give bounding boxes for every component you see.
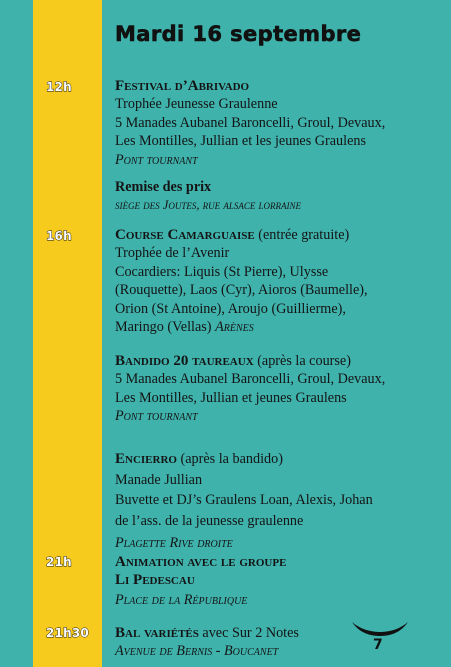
event-title: Remise des prix [115,179,212,195]
event-line: (Rouquette), Laos (Cyr), Aioros (Baumelle), [115,282,368,299]
event-title: Animation avec le groupe [115,554,287,570]
event-animation [115,553,445,609]
time-21h30: 21h30 [46,626,89,640]
event-note: (après la bandido) [176,451,283,467]
event-line: Buvette et DJ’s Graulens Loan, Alexis, Johan [115,492,373,508]
event-title: Festival d’Abrivado [115,78,250,94]
event-title-2: Li Pedescau [115,572,195,589]
event-line: Trophée Jeunesse Graulenne [115,96,278,113]
event-line: Maringo (Vellas) [115,319,216,336]
event-line: de l’ass. de la jeunesse graulenne [115,512,304,529]
event-place: Plagette Rive droite [115,535,233,551]
event-note: avec Sur 2 Notes [198,625,299,641]
event-prix [115,178,445,215]
event-encierro [115,449,445,554]
event-title: Bandido 20 taureaux [115,353,254,369]
event-line: 5 Manades Aubanel Baroncelli, Groul, Devaux, [115,371,386,388]
event-line: Manade Jullian [115,471,203,488]
event-place: Place de la République [115,591,248,608]
event-place: Avenue de Bernis - Boucanet [115,643,279,659]
event-place: siège des Joutes, rue alsace lorraine [115,198,301,213]
time-21h: 21h [46,555,72,569]
page-title: Mardi 16 septembre [115,22,362,46]
event-line: Les Montilles, Jullian et jeunes Graulens [115,389,347,406]
event-course [115,226,445,336]
time-16h: 16h [46,229,72,243]
time-12h: 12h [46,80,72,94]
event-bandido [115,352,445,426]
event-line: Les Montilles, Jullian et les jeunes Graulens [115,133,366,150]
event-place: Pont tournant [115,151,198,168]
event-abrivado [115,77,445,169]
event-title: Course Camarguaise [115,227,255,243]
event-note: (après la course) [253,353,351,369]
event-title: Encierro [115,451,177,467]
event-place: Arènes [215,319,254,336]
page-number: 7 [373,637,383,653]
event-line: Cocardiers: Liquis (St Pierre), Ulysse [115,263,329,280]
event-line: 5 Manades Aubanel Baroncelli, Groul, Devaux, [115,114,386,131]
event-line: Orion (St Antoine), Aroujo (Guillierme), [115,300,346,317]
event-note: (entrée gratuite) [254,227,350,243]
event-line: Trophée de l’Avenir [115,245,230,262]
event-place: Pont tournant [115,408,198,425]
event-title: Bal variétés [115,625,199,641]
